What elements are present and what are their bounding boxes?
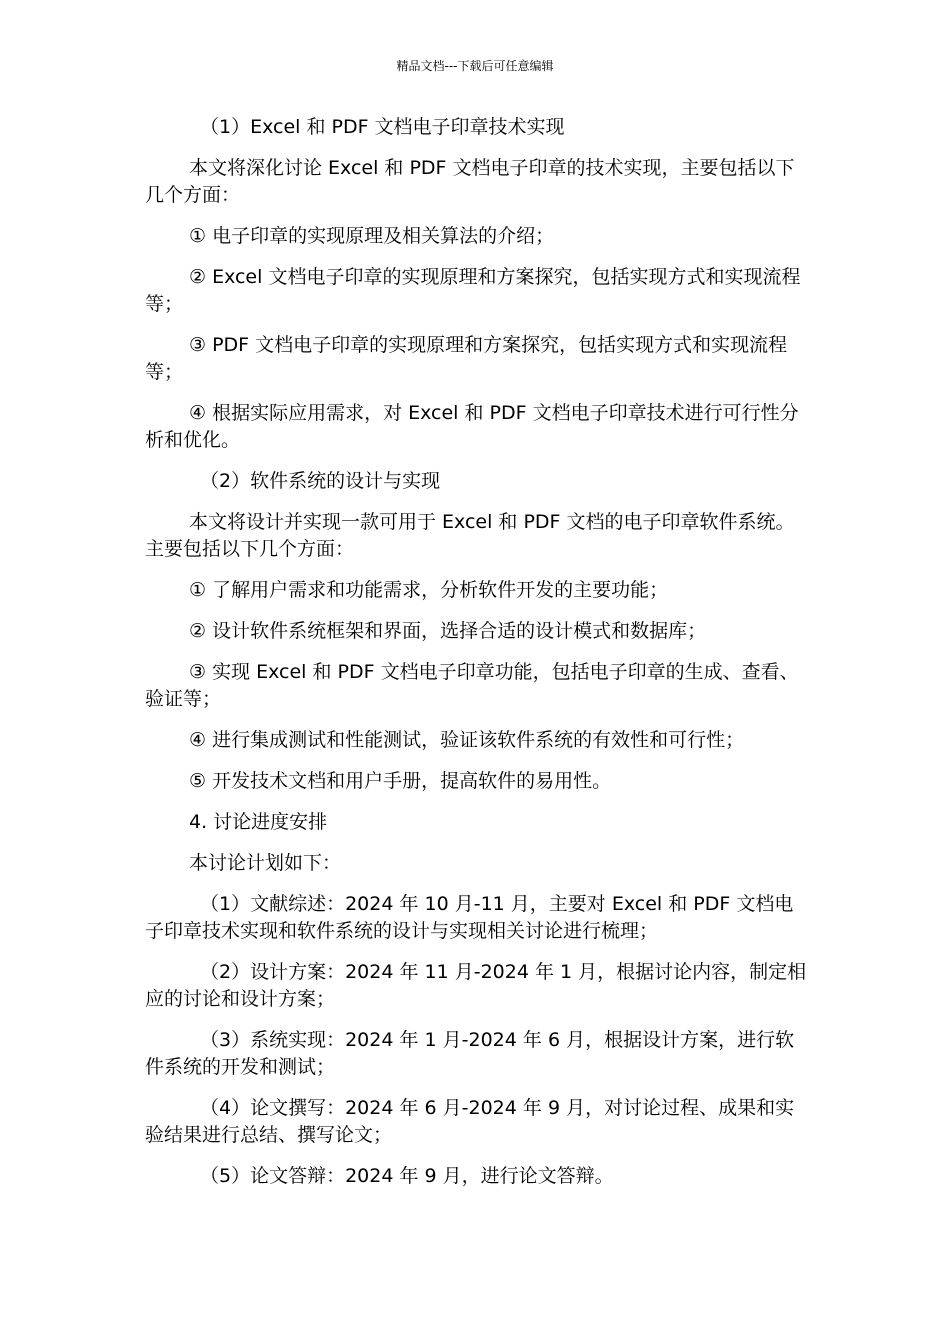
document-body — [145, 114, 807, 1204]
list-item: ③ 实现 Excel 和 PDF 文档电子印章功能，包括电子印章的生成、查看、验证等； — [145, 661, 799, 710]
list-item: ④ 根据实际应用需求，对 Excel 和 PDF 文档电子印章技术进行可行性分析和优化。 — [145, 402, 799, 451]
section-heading-1: （1）Excel 和 PDF 文档电子印章技术实现 — [200, 116, 565, 138]
paragraph: 本文将深化讨论 Excel 和 PDF 文档电子印章的技术实现，主要包括以下几个方面： — [145, 157, 795, 206]
schedule-item: （4）论文撰写：2024 年 6 月-2024 年 9 月，对讨论过程、成果和实验结果进行总结、撰写论文； — [145, 1097, 795, 1146]
list-item: ⑤ 开发技术文档和用户手册，提高软件的易用性。 — [189, 770, 612, 792]
schedule-item: （3）系统实现：2024 年 1 月-2024 年 6 月，根据设计方案，进行软件系统的开发和测试； — [145, 1029, 795, 1078]
list-item: ① 电子印章的实现原理及相关算法的介绍； — [189, 225, 555, 247]
list-item: ③ PDF 文档电子印章的实现原理和方案探究，包括实现方式和实现流程等； — [145, 334, 788, 383]
section-heading-2: （2）软件系统的设计与实现 — [200, 470, 441, 492]
schedule-item: （2）设计方案：2024 年 11 月-2024 年 1 月，根据讨论内容，制定相应的讨论和设计方案； — [145, 961, 807, 1010]
section-heading-4: 4. 讨论进度安排 — [189, 811, 328, 833]
list-item: ② 设计软件系统框架和界面，选择合适的设计模式和数据库； — [189, 620, 707, 642]
page-header: 精品文档---下载后可任意编辑 — [396, 59, 554, 73]
paragraph: 本文将设计并实现一款可用于 Excel 和 PDF 文档的电子印章软件系统。主要包括以下几个方面： — [145, 511, 795, 560]
schedule-item: （1）文献综述：2024 年 10 月-11 月，主要对 Excel 和 PDF 文档电子印章技术实现和软件系统的设计与实现相关讨论进行梳理； — [145, 893, 794, 942]
schedule-item: （5）论文答辩：2024 年 9 月，进行论文答辩。 — [200, 1165, 614, 1187]
paragraph: 本讨论计划如下： — [189, 852, 342, 874]
list-item: ④ 进行集成测试和性能测试，验证该软件系统的有效性和可行性； — [189, 729, 745, 751]
list-item: ① 了解用户需求和功能需求，分析软件开发的主要功能； — [189, 579, 669, 601]
list-item: ② Excel 文档电子印章的实现原理和方案探究，包括实现方式和实现流程等； — [145, 266, 801, 315]
